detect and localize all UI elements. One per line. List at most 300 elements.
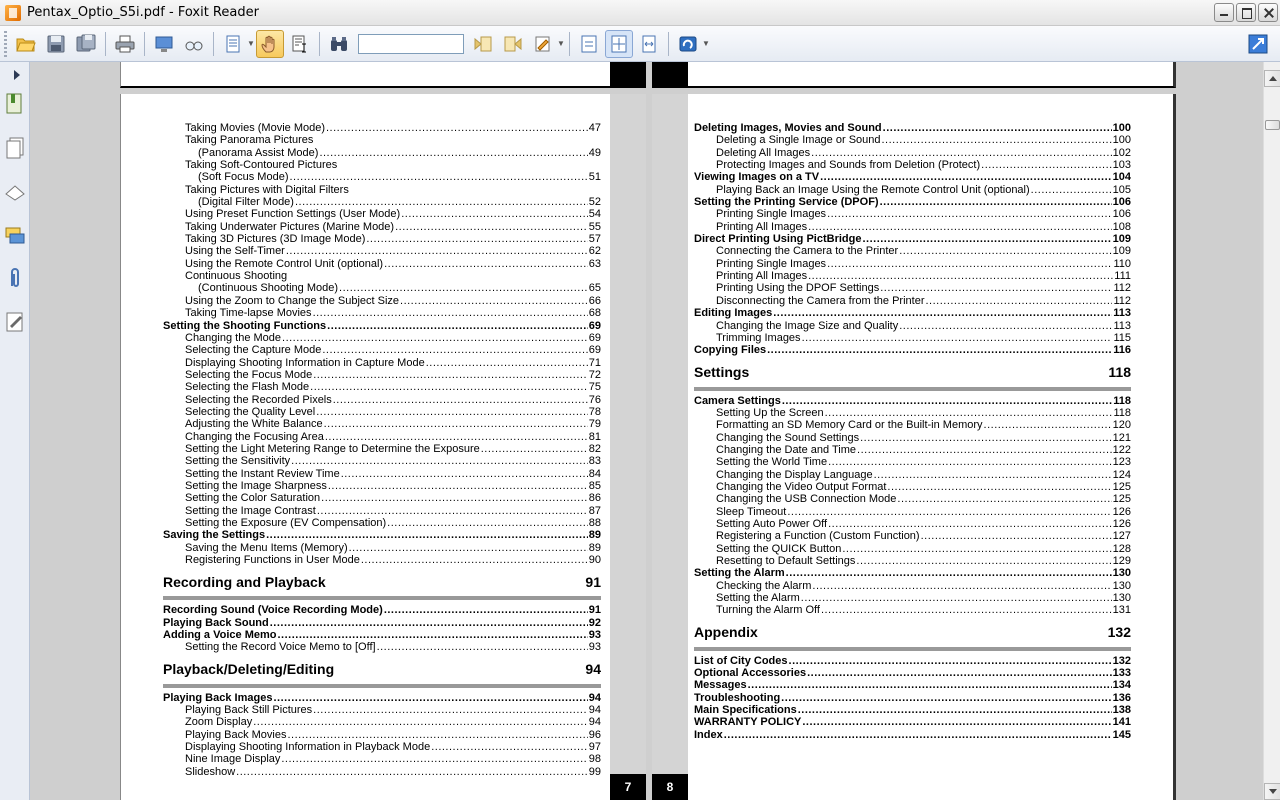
toc-entry-page: 52 <box>588 196 601 209</box>
hand-tool-button[interactable] <box>256 30 284 58</box>
restore-view-button[interactable] <box>1244 30 1272 58</box>
toc-leader-dots <box>321 492 588 504</box>
toc-entry[interactable] <box>694 729 1131 741</box>
toc-entry-title: Setting the Exposure (EV Compensation) <box>185 517 387 529</box>
toc-entry-page: 49 <box>588 146 601 159</box>
chapter-title: Recording and Playback <box>163 574 326 591</box>
chapter-title: Playback/Deleting/Editing <box>163 661 335 678</box>
toc-entry-title: Setting Up the Screen <box>716 406 824 419</box>
toc-entry[interactable] <box>163 221 601 233</box>
toc-entry-page: 82 <box>588 442 601 455</box>
toc-entry-page: 111 <box>1114 270 1131 283</box>
toc-leader-dots <box>401 208 588 220</box>
toc-entry[interactable] <box>694 159 1131 171</box>
toc-leader-dots <box>786 567 1112 579</box>
toc-leader-dots <box>899 245 1111 257</box>
toc-leader-dots <box>808 270 1113 282</box>
toc-entry[interactable] <box>694 258 1131 270</box>
bookmarks-icon[interactable] <box>4 92 26 116</box>
resize-icon <box>1248 34 1268 54</box>
toc-entry-page: 92 <box>588 616 601 629</box>
toc-leader-dots <box>324 418 588 430</box>
toc-entry-title: Optional Accessories <box>694 667 807 680</box>
toc-entry-page: 79 <box>588 418 601 431</box>
chevron-down-icon[interactable]: ▼ <box>557 39 565 48</box>
toc-entry[interactable] <box>163 753 601 765</box>
toc-entry-title: Taking Underwater Pictures (Marine Mode) <box>185 220 395 233</box>
toc-entry-page: 88 <box>588 517 601 529</box>
toc-leader-dots <box>825 407 1113 419</box>
toc-entry[interactable] <box>163 704 601 716</box>
find-next-icon <box>503 34 523 54</box>
toc-entry-page: 91 <box>588 604 601 617</box>
toc-entry[interactable] <box>694 604 1131 616</box>
save-icon <box>46 34 66 54</box>
toc-entry[interactable] <box>163 282 601 294</box>
actual-size-icon <box>579 34 599 54</box>
toc-entry-title: Setting the Printing Service (DPOF) <box>694 196 879 209</box>
toc-entry[interactable] <box>163 629 601 641</box>
toc-entry[interactable] <box>163 480 601 492</box>
toc-entry[interactable] <box>694 655 1131 667</box>
save-button[interactable] <box>42 30 70 58</box>
page-layout-button[interactable] <box>219 30 247 58</box>
toc-entry-page: 55 <box>588 220 601 233</box>
toc-entry[interactable] <box>163 245 601 257</box>
toc-entry[interactable] <box>163 134 601 146</box>
page-edge-strip <box>610 94 646 774</box>
toc-leader-dots <box>984 419 1112 431</box>
toc-leader-dots <box>842 543 1111 555</box>
toc-entry-title: Playing Back Images <box>163 691 273 704</box>
toc-entry-title: Turning the Alarm Off <box>716 604 820 617</box>
toc-entry[interactable] <box>163 517 601 529</box>
scroll-up-button[interactable] <box>1264 70 1280 87</box>
toc-entry[interactable] <box>163 394 601 406</box>
toc-entry[interactable] <box>694 184 1131 196</box>
toc-leader-dots <box>361 554 588 566</box>
toc-leader-dots <box>862 233 1111 245</box>
toc-entry-page: 94 <box>588 704 601 717</box>
toc-entry-page: 104 <box>1112 171 1131 184</box>
toc-entry-title: Selecting the Recorded Pixels <box>185 393 332 406</box>
toc-entry-title: Registering Functions in User Mode <box>185 554 360 567</box>
toc-entry[interactable] <box>694 543 1131 555</box>
toc-section <box>163 122 601 566</box>
toc-entry[interactable] <box>694 295 1131 307</box>
toc-leader-dots <box>887 481 1111 493</box>
chevron-down-icon[interactable]: ▼ <box>247 39 255 48</box>
toc-entry[interactable] <box>163 729 601 741</box>
toc-entry-title: Resetting to Default Settings <box>716 555 856 567</box>
actual-size-button[interactable] <box>575 30 603 58</box>
toc-leader-dots <box>798 704 1112 716</box>
toc-entry[interactable] <box>163 332 601 344</box>
toc-leader-dots <box>724 729 1112 741</box>
signature-icon[interactable] <box>4 310 26 334</box>
toc-leader-dots <box>802 332 1113 344</box>
toc-entry-page: 118 <box>1113 394 1131 407</box>
toc-entry[interactable] <box>694 171 1131 183</box>
toc-entry-page: 93 <box>588 629 601 642</box>
toc-entry-title: Recording Sound (Voice Recording Mode) <box>163 604 383 617</box>
toc-entry-title: Protecting Images and Sounds from Deletion (Protect) <box>716 159 981 172</box>
binoculars-icon <box>329 34 349 54</box>
toc-entry[interactable] <box>163 270 601 282</box>
toc-entry[interactable] <box>694 679 1131 691</box>
select-text-button[interactable] <box>286 30 314 58</box>
toc-entry[interactable] <box>163 122 601 134</box>
toc-leader-dots <box>310 381 588 393</box>
toc-entry-title: Deleting a Single Image or Sound <box>716 134 881 147</box>
document-view[interactable] <box>30 62 1263 800</box>
toc-entry-page: 75 <box>588 381 601 394</box>
toc-entry-page: 105 <box>1112 183 1131 196</box>
toc-entry[interactable] <box>694 147 1131 159</box>
toc-entry-title: (Digital Filter Mode) <box>198 196 294 209</box>
toc-entry[interactable] <box>694 432 1131 444</box>
toc-entry[interactable] <box>694 493 1131 505</box>
toc-entry[interactable] <box>163 406 601 418</box>
toc-entry[interactable] <box>163 766 601 778</box>
toc-entry[interactable] <box>163 208 601 220</box>
toc-entry-page: 126 <box>1112 517 1131 530</box>
toc-entry-title: Taking 3D Pictures (3D Image Mode) <box>185 233 366 246</box>
toc-entry[interactable] <box>694 518 1131 530</box>
highlight-icon <box>533 34 553 54</box>
toc-leader-dots <box>281 753 587 765</box>
toc-entry[interactable] <box>694 580 1131 592</box>
toc-leader-dots <box>801 592 1112 604</box>
foxit-app-icon <box>5 5 21 21</box>
toc-entry-page: 72 <box>588 368 601 381</box>
toc-entry[interactable] <box>163 604 601 616</box>
toc-entry-title: Nine Image Display <box>185 753 281 766</box>
toc-leader-dots <box>857 444 1112 456</box>
toc-entry-page: 94 <box>588 691 601 704</box>
toc-entry-page: 120 <box>1112 419 1131 432</box>
toc-entry[interactable] <box>694 395 1131 407</box>
toc-entry[interactable] <box>694 407 1131 419</box>
toc-entry-title: Changing the Focusing Area <box>185 430 324 443</box>
toc-entry[interactable] <box>694 530 1131 542</box>
toc-entry-title: Using the Self-Timer <box>185 245 285 258</box>
toc-leader-dots <box>273 692 587 704</box>
toc-entry-page: 97 <box>588 741 601 754</box>
open-icon <box>16 34 36 54</box>
find-glasses-button[interactable] <box>180 30 208 58</box>
expand-panel-icon[interactable] <box>14 70 20 80</box>
toc-entry-page: 51 <box>588 171 601 184</box>
toc-entry[interactable] <box>163 159 601 171</box>
toc-entry-title: Setting the Record Voice Memo to [Off] <box>185 641 376 654</box>
toc-entry-title: Camera Settings <box>694 394 781 407</box>
toc-entry-title: Setting the QUICK Button <box>716 542 842 555</box>
chapter-rule <box>163 684 601 688</box>
toc-right <box>694 122 1131 741</box>
toc-entry-page: 125 <box>1112 493 1131 506</box>
page-number: 8 <box>652 774 688 800</box>
toc-leader-dots <box>882 134 1112 146</box>
toc-entry-page: 109 <box>1112 233 1131 246</box>
toc-entry-page: 63 <box>588 257 601 270</box>
toc-entry[interactable] <box>163 641 601 653</box>
toc-entry[interactable] <box>163 147 601 159</box>
toc-entry-title: Playing Back Movies <box>185 728 287 741</box>
toc-entry[interactable] <box>694 270 1131 282</box>
toc-entry-page: 112 <box>1113 294 1131 307</box>
page-7 <box>120 94 646 800</box>
toc-entry[interactable] <box>163 443 601 455</box>
toc-entry-page: 129 <box>1112 555 1131 567</box>
toc-leader-dots <box>481 443 588 455</box>
toc-leader-dots <box>827 208 1112 220</box>
toc-leader-dots <box>897 493 1111 505</box>
toc-entry-page: 126 <box>1112 505 1131 518</box>
toc-entry-page: 86 <box>588 492 601 505</box>
toc-entry[interactable] <box>694 506 1131 518</box>
maximize-button[interactable] <box>1236 3 1256 22</box>
chevron-down-icon[interactable]: ▼ <box>702 39 710 48</box>
toc-entry-page: 102 <box>1112 146 1131 159</box>
pages-icon[interactable] <box>4 136 26 160</box>
toc-leader-dots <box>291 455 588 467</box>
toc-leader-dots <box>266 529 588 541</box>
toc-entry[interactable] <box>163 529 601 541</box>
toc-entry-page: 100 <box>1112 122 1131 134</box>
toc-entry-page: 90 <box>588 554 601 567</box>
toc-entry[interactable] <box>694 221 1131 233</box>
toc-entry-title: Continuous Shooting <box>185 270 288 283</box>
toc-leader-dots <box>874 469 1112 481</box>
toc-entry-title: Setting the Light Metering Range to Determine the Exposure <box>185 442 480 455</box>
fit-width-icon <box>639 34 659 54</box>
chapter-heading <box>694 361 1131 379</box>
toc-leader-dots <box>366 233 587 245</box>
rotate-button[interactable] <box>674 30 702 58</box>
toc-entry-title: (Soft Focus Mode) <box>198 171 289 184</box>
toc-entry[interactable] <box>694 444 1131 456</box>
toc-entry-page: 130 <box>1112 579 1131 592</box>
toc-entry[interactable] <box>163 184 601 196</box>
toc-entry-page: 94 <box>588 716 601 729</box>
toc-entry[interactable] <box>694 419 1131 431</box>
toc-section <box>694 395 1131 617</box>
toc-entry[interactable] <box>163 171 601 183</box>
toc-entry[interactable] <box>163 357 601 369</box>
toc-entry[interactable] <box>163 295 601 307</box>
toc-entry[interactable] <box>694 692 1131 704</box>
chapter-heading <box>163 570 601 591</box>
toc-entry-title: Taking Panorama Pictures <box>185 134 314 147</box>
toolbar-grip[interactable] <box>4 31 7 57</box>
toc-leader-dots <box>270 617 588 629</box>
previous-page-left <box>120 62 646 88</box>
toc-entry[interactable] <box>694 320 1131 332</box>
toc-entry-title: Setting the Instant Review Time <box>185 467 340 480</box>
toc-entry-page: 99 <box>588 765 601 778</box>
toc-entry[interactable] <box>163 741 601 753</box>
toc-entry[interactable] <box>694 332 1131 344</box>
page-tab <box>610 62 646 88</box>
toc-entry[interactable] <box>694 456 1131 468</box>
toc-leader-dots <box>319 147 587 159</box>
toc-entry-page: 124 <box>1112 468 1131 481</box>
toc-leader-dots <box>981 159 1112 171</box>
save-as-button[interactable] <box>72 30 100 58</box>
toc-entry-title: Adjusting the White Balance <box>185 418 323 431</box>
toc-entry[interactable] <box>163 617 601 629</box>
toc-entry-page: 106 <box>1112 208 1131 221</box>
toc-entry[interactable] <box>694 469 1131 481</box>
toc-entry-page: 134 <box>1112 679 1131 692</box>
toc-entry[interactable] <box>163 692 601 704</box>
toc-entry[interactable] <box>694 667 1131 679</box>
find-input[interactable] <box>358 34 464 54</box>
toc-entry[interactable] <box>694 307 1131 319</box>
toc-leader-dots <box>349 542 588 554</box>
toc-entry-title: Setting the Shooting Functions <box>163 319 327 332</box>
toc-entry[interactable] <box>163 258 601 270</box>
toc-entry[interactable] <box>163 196 601 208</box>
toc-entry-page: 47 <box>588 122 601 134</box>
open-button[interactable] <box>12 30 40 58</box>
toc-leader-dots <box>317 505 588 517</box>
toc-entry-title: Taking Soft-Contoured Pictures <box>185 159 338 172</box>
find-next-button[interactable] <box>499 30 527 58</box>
toc-leader-dots <box>821 604 1112 616</box>
chapter-title: Settings <box>694 364 750 381</box>
toc-leader-dots <box>316 406 588 418</box>
fit-page-button[interactable] <box>605 30 633 58</box>
toc-entry-title: Saving the Menu Items (Memory) <box>185 541 348 554</box>
print-icon <box>115 34 135 54</box>
toc-entry[interactable] <box>163 492 601 504</box>
toc-leader-dots <box>431 741 588 753</box>
toc-entry-page: 78 <box>588 405 601 418</box>
toc-entry[interactable] <box>163 320 601 332</box>
toc-entry-title: Printing Single Images <box>716 257 827 270</box>
toc-leader-dots <box>782 395 1112 407</box>
toc-entry[interactable] <box>694 555 1131 567</box>
toc-entry-title: Playing Back Still Pictures <box>185 704 313 717</box>
toc-entry[interactable] <box>163 369 601 381</box>
toc-entry-page: 131 <box>1112 604 1131 617</box>
toc-leader-dots <box>384 258 588 270</box>
toc-entry-page: 112 <box>1113 282 1131 295</box>
find-button[interactable] <box>325 30 353 58</box>
close-button[interactable] <box>1258 3 1278 22</box>
toc-entry-page: 138 <box>1112 704 1131 717</box>
toc-leader-dots <box>811 147 1111 159</box>
toc-entry[interactable] <box>163 554 601 566</box>
toc-leader-dots <box>327 320 588 332</box>
fit-width-button[interactable] <box>635 30 663 58</box>
toc-leader-dots <box>787 506 1111 518</box>
layers-icon[interactable] <box>4 180 26 204</box>
toc-leader-dots <box>384 604 588 616</box>
toc-entry-page: 62 <box>588 245 601 258</box>
fullscreen-button[interactable] <box>150 30 178 58</box>
find-previous-button[interactable] <box>469 30 497 58</box>
toc-entry-page: 96 <box>588 728 601 741</box>
comments-icon[interactable] <box>4 224 26 248</box>
toc-entry-title: Printing All Images <box>716 220 808 233</box>
toc-entry[interactable] <box>694 196 1131 208</box>
chapter-rule <box>694 647 1131 651</box>
vertical-scrollbar[interactable] <box>1263 62 1280 800</box>
scroll-down-button[interactable] <box>1264 783 1280 800</box>
toc-entry[interactable] <box>163 381 601 393</box>
toc-entry[interactable] <box>163 431 601 443</box>
fit-page-icon <box>609 34 629 54</box>
toc-entry-title: Setting the Alarm <box>694 567 785 580</box>
toc-entry[interactable] <box>163 716 601 728</box>
toc-entry[interactable] <box>694 134 1131 146</box>
highlight-button[interactable] <box>529 30 557 58</box>
toc-leader-dots <box>341 468 588 480</box>
main-toolbar <box>0 26 1280 62</box>
toc-entry[interactable] <box>163 418 601 430</box>
toc-entry[interactable] <box>694 592 1131 604</box>
window-title: Pentax_Optio_S5i.pdf - Foxit Reader <box>27 5 259 20</box>
toc-entry[interactable] <box>694 282 1131 294</box>
toc-entry[interactable] <box>694 245 1131 257</box>
scroll-thumb[interactable] <box>1265 120 1280 130</box>
toc-entry[interactable] <box>694 344 1131 356</box>
toc-entry[interactable] <box>163 505 601 517</box>
toc-entry-title: Selecting the Focus Mode <box>185 368 313 381</box>
toc-entry-page: 83 <box>588 455 601 468</box>
toc-entry-title: Changing the Display Language <box>716 468 873 481</box>
toc-entry-title: Formatting an SD Memory Card or the Built-in Memory <box>716 419 983 432</box>
toc-entry-title: Taking Movies (Movie Mode) <box>185 122 325 134</box>
toc-entry[interactable] <box>694 716 1131 728</box>
toc-entry[interactable] <box>694 122 1131 134</box>
toc-entry[interactable] <box>694 233 1131 245</box>
toc-entry[interactable] <box>163 455 601 467</box>
toc-entry-page: 132 <box>1112 654 1131 667</box>
toc-entry-page: 57 <box>588 233 601 246</box>
toc-entry[interactable] <box>163 468 601 480</box>
toc-entry-title: Taking Time-lapse Movies <box>185 307 312 320</box>
toc-entry[interactable] <box>163 344 601 356</box>
toc-entry-title: Adding a Voice Memo <box>163 629 277 642</box>
print-button[interactable] <box>111 30 139 58</box>
toc-entry[interactable] <box>694 481 1131 493</box>
toolbar-separator <box>668 32 669 56</box>
minimize-button[interactable] <box>1214 3 1234 22</box>
toc-leader-dots <box>326 122 588 134</box>
toc-entry[interactable] <box>694 567 1131 579</box>
toc-entry-page: 85 <box>588 479 601 492</box>
toc-entry-page: 103 <box>1112 159 1131 172</box>
page-tab <box>652 62 688 88</box>
toc-entry[interactable] <box>163 542 601 554</box>
toc-entry[interactable] <box>694 704 1131 716</box>
toc-entry-title: Setting the Image Contrast <box>185 504 316 517</box>
toc-entry[interactable] <box>694 208 1131 220</box>
toc-leader-dots <box>426 357 588 369</box>
toc-entry-page: 89 <box>588 541 601 554</box>
window-controls <box>1214 3 1278 22</box>
toc-entry[interactable] <box>163 307 601 319</box>
toc-leader-dots <box>860 432 1112 444</box>
toc-entry[interactable] <box>163 233 601 245</box>
toc-leader-dots <box>295 196 588 208</box>
toc-leader-dots <box>802 716 1111 728</box>
attachments-icon[interactable] <box>4 266 26 290</box>
